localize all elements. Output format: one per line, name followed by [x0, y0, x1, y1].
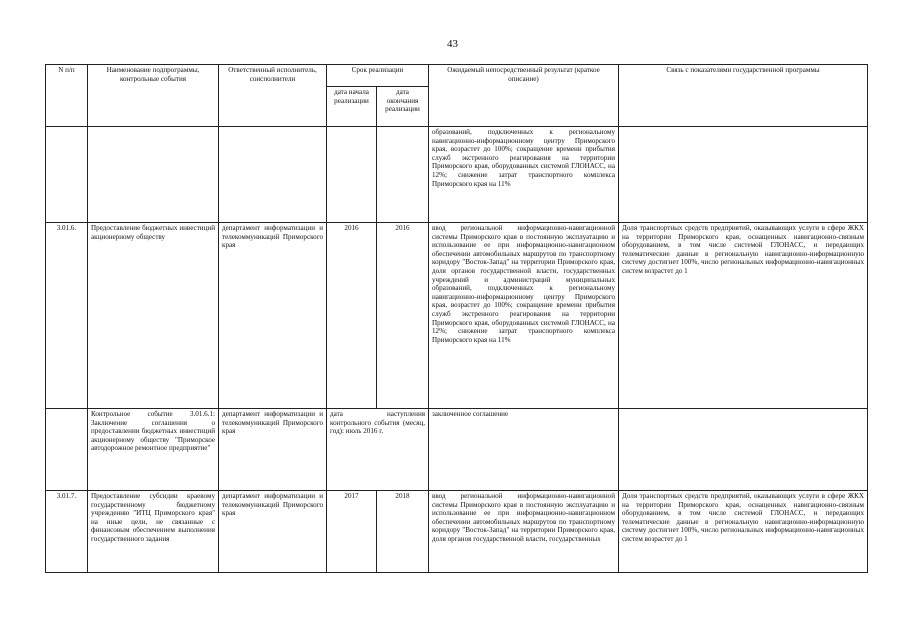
row-executor	[219, 127, 327, 223]
row-executor: департамент информатизации и телекоммуникаций Приморского края	[219, 409, 327, 491]
row-num	[46, 127, 88, 223]
row-executor: департамент информатизации и телекоммуникаций Приморского края	[219, 491, 327, 573]
row-end: 2018	[377, 491, 429, 573]
row-start	[327, 127, 377, 223]
row-link	[619, 409, 868, 491]
table-row	[46, 127, 868, 223]
table-row	[46, 491, 868, 573]
row-executor: департамент информатизации и телекоммуникаций Приморского края	[219, 223, 327, 409]
row-start: 2016	[327, 223, 377, 409]
row-link: Доля транспортных средств предприятий, оказывающих услуги в сфере ЖКХ на территории Приморского края, оснащенных навигационно-связным оборудованием, в том числе системой ГЛОНАСС, и передающих телематические данные в региональную навигационно-информационную систему достигнет 100%, число региональных информационно-навигационных систем возрастет до 1	[619, 223, 868, 409]
row-result: ввод региональной информационно-навигационной системы Приморского края в постоянную эксплуатацию и использование ее при информационно-навигационном обеспечении автомобильных маршрутов по транспортному коридору "Восток-Запад" на территории Приморского края, доля органов государственной власти, государственных	[429, 491, 619, 573]
header-num: N п/п	[46, 65, 88, 127]
row-start: 2017	[327, 491, 377, 573]
header-period: Срок реализации	[327, 65, 429, 87]
row-link: Доля транспортных средств предприятий, оказывающих услуги в сфере ЖКХ на территории Приморского края, оснащенных навигационно-связным оборудованием, в том числе системой ГЛОНАСС, и передающих телематические данные в региональную навигационно-информационную систему достигнет 100%, число региональных информационно-навигационных систем возрастет до 1	[619, 491, 868, 573]
row-end: 2016	[377, 223, 429, 409]
header-link: Связь с показателями государственной программы	[619, 65, 868, 127]
row-name: Предоставление бюджетных инвестиций акционерному обществу	[88, 223, 219, 409]
row-result: образований, подключенных к региональному навигационно-информационному центру Приморского края, возрастет до 100%; сокращение времени прибытия служб экстренного реагирования на территории Приморского края, оборудованных системой ГЛОНАСС, на 12%; снижение затрат транспортного комплекса Приморского края на 11%	[429, 127, 619, 223]
row-name: Контрольное событие 3.01.6.1: Заключение соглашения о предоставлении бюджетных инвестиций акционерному обществу "Приморское автодорожное ремонтное предприятие"	[88, 409, 219, 491]
row-num: 3.01.6.	[46, 223, 88, 409]
row-num: 3.01.7.	[46, 491, 88, 573]
header-end: дата окончания реализации	[377, 87, 429, 127]
header-result: Ожидаемый непосредственный результат (краткое описание)	[429, 65, 619, 127]
row-link	[619, 127, 868, 223]
row-name: Предоставление субсидии краевому государственному бюджетному учреждению "ИТЦ Приморского края" на иные цели, не связанные с финансовым обеспечением выполнения государственного задания	[88, 491, 219, 573]
header-row-1	[46, 65, 868, 87]
page-number: 43	[447, 38, 458, 50]
row-result: ввод региональной информационно-навигационной системы Приморского края в постоянную эксплуатацию и использование ее при информационно-навигационном обеспечении автомобильных маршрутов по транспортному коридору "Восток-Запад" на территории Приморского края, доля органов государственной власти, государственных учреждений и администраций муниципальных образований, подключенных к региональному навигационно-информационному центру Приморского края, возрастет до 100%; сокращение времени прибытия служб экстренного реагирования на территории Приморского края, оборудованных системой ГЛОНАСС, на 12%; снижение затрат транспортного комплекса Приморского края на 11%	[429, 223, 619, 409]
row-end	[377, 127, 429, 223]
header-start: дата начала реализации	[327, 87, 377, 127]
program-table	[45, 64, 868, 573]
row-name	[88, 127, 219, 223]
header-executor: Ответственный исполнитель, соисполнители	[219, 65, 327, 127]
table-row	[46, 409, 868, 491]
header-name: Наименование подпрограммы, контрольные события	[88, 65, 219, 127]
row-num	[46, 409, 88, 491]
row-result: заключенное соглашение	[429, 409, 619, 491]
row-date-span: дата наступления контрольного события (месяц, год): июль 2016 г.	[327, 409, 429, 491]
table-row	[46, 223, 868, 409]
